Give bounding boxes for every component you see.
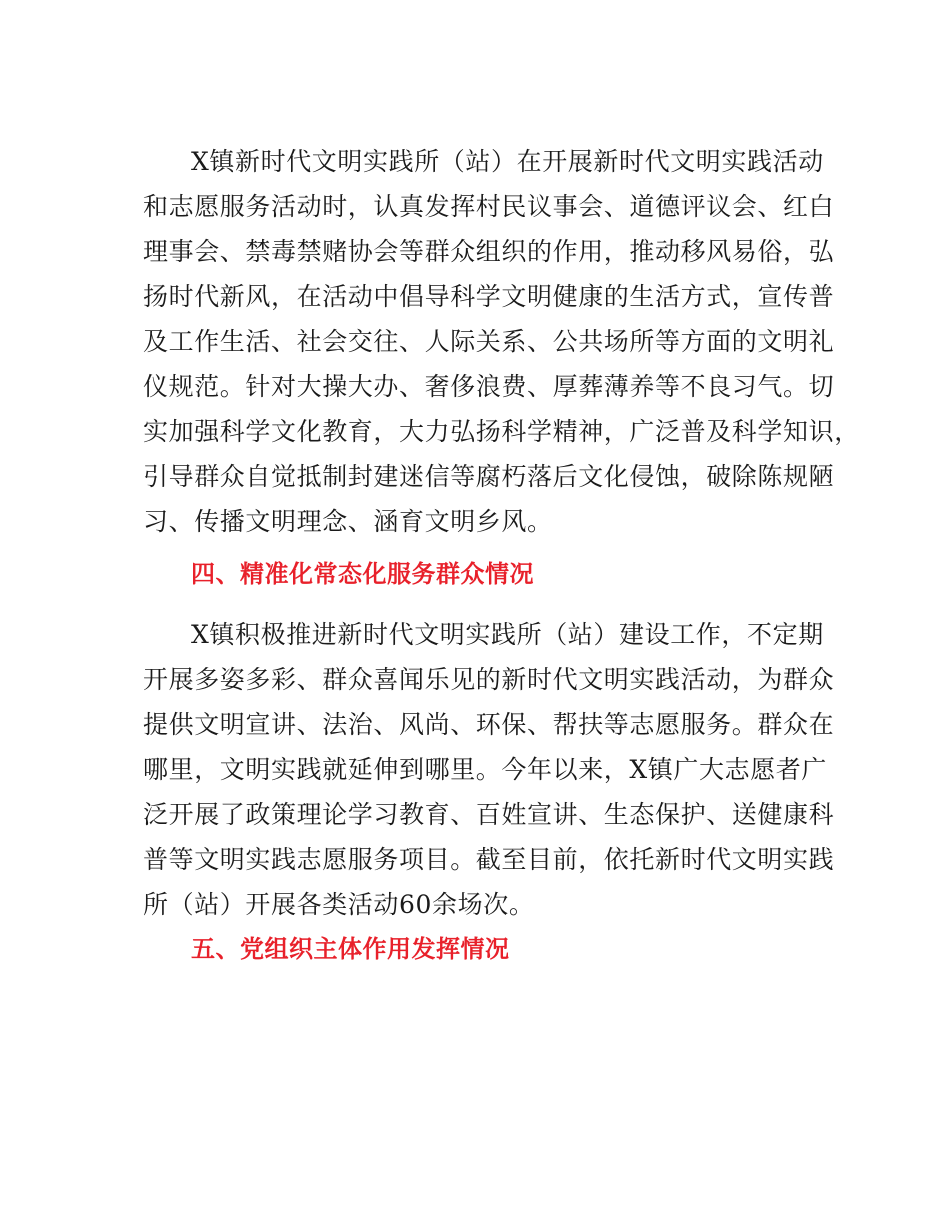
paragraph-line: 哪里，文明实践就延伸到哪里。今年以来，X镇广大志愿者广: [143, 755, 827, 784]
paragraph-line: 实加强科学文化教育，大力弘扬科学精神，广泛普及科学知识，: [143, 417, 860, 446]
paragraph-line: 提供文明宣讲、法治、风尚、环保、帮扶等志愿服务。群众在: [143, 710, 835, 739]
paragraph-line: 及工作生活、社会交往、人际关系、公共场所等方面的文明礼: [143, 327, 835, 356]
paragraph-line: 仪规范。针对大操大办、奢侈浪费、厚葬薄养等不良习气。切: [143, 372, 835, 401]
paragraph-line: 扬时代新风，在活动中倡导科学文明健康的生活方式，宣传普: [143, 282, 835, 311]
section-heading-five: 五、党组织主体作用发挥情况: [191, 935, 510, 963]
paragraph-line: 引导群众自觉抵制封建迷信等腐朽落后文化侵蚀，破除陈规陋: [143, 462, 835, 491]
section-heading-four: 四、精准化常态化服务群众情况: [191, 560, 534, 588]
paragraph-line: 普等文明实践志愿服务项目。截至目前，依托新时代文明实践: [143, 845, 835, 874]
paragraph-line: 泛开展了政策理论学习教育、百姓宣讲、生态保护、送健康科: [143, 800, 835, 829]
paragraph-line: 习、传播文明理念、涵育文明乡风。: [143, 507, 553, 536]
paragraph-line: 开展多姿多彩、群众喜闻乐见的新时代文明实践活动，为群众: [143, 665, 835, 694]
paragraph-line: 理事会、禁毒禁赌协会等群众组织的作用，推动移风易俗，弘: [143, 237, 835, 266]
paragraph-line: X镇积极推进新时代文明实践所（站）建设工作，不定期: [191, 620, 824, 649]
paragraph-line: X镇新时代文明实践所（站）在开展新时代文明实践活动: [191, 147, 824, 176]
paragraph-line: 和志愿服务活动时，认真发挥村民议事会、道德评议会、红白: [143, 192, 835, 221]
paragraph-line: 所（站）开展各类活动60余场次。: [143, 890, 535, 919]
